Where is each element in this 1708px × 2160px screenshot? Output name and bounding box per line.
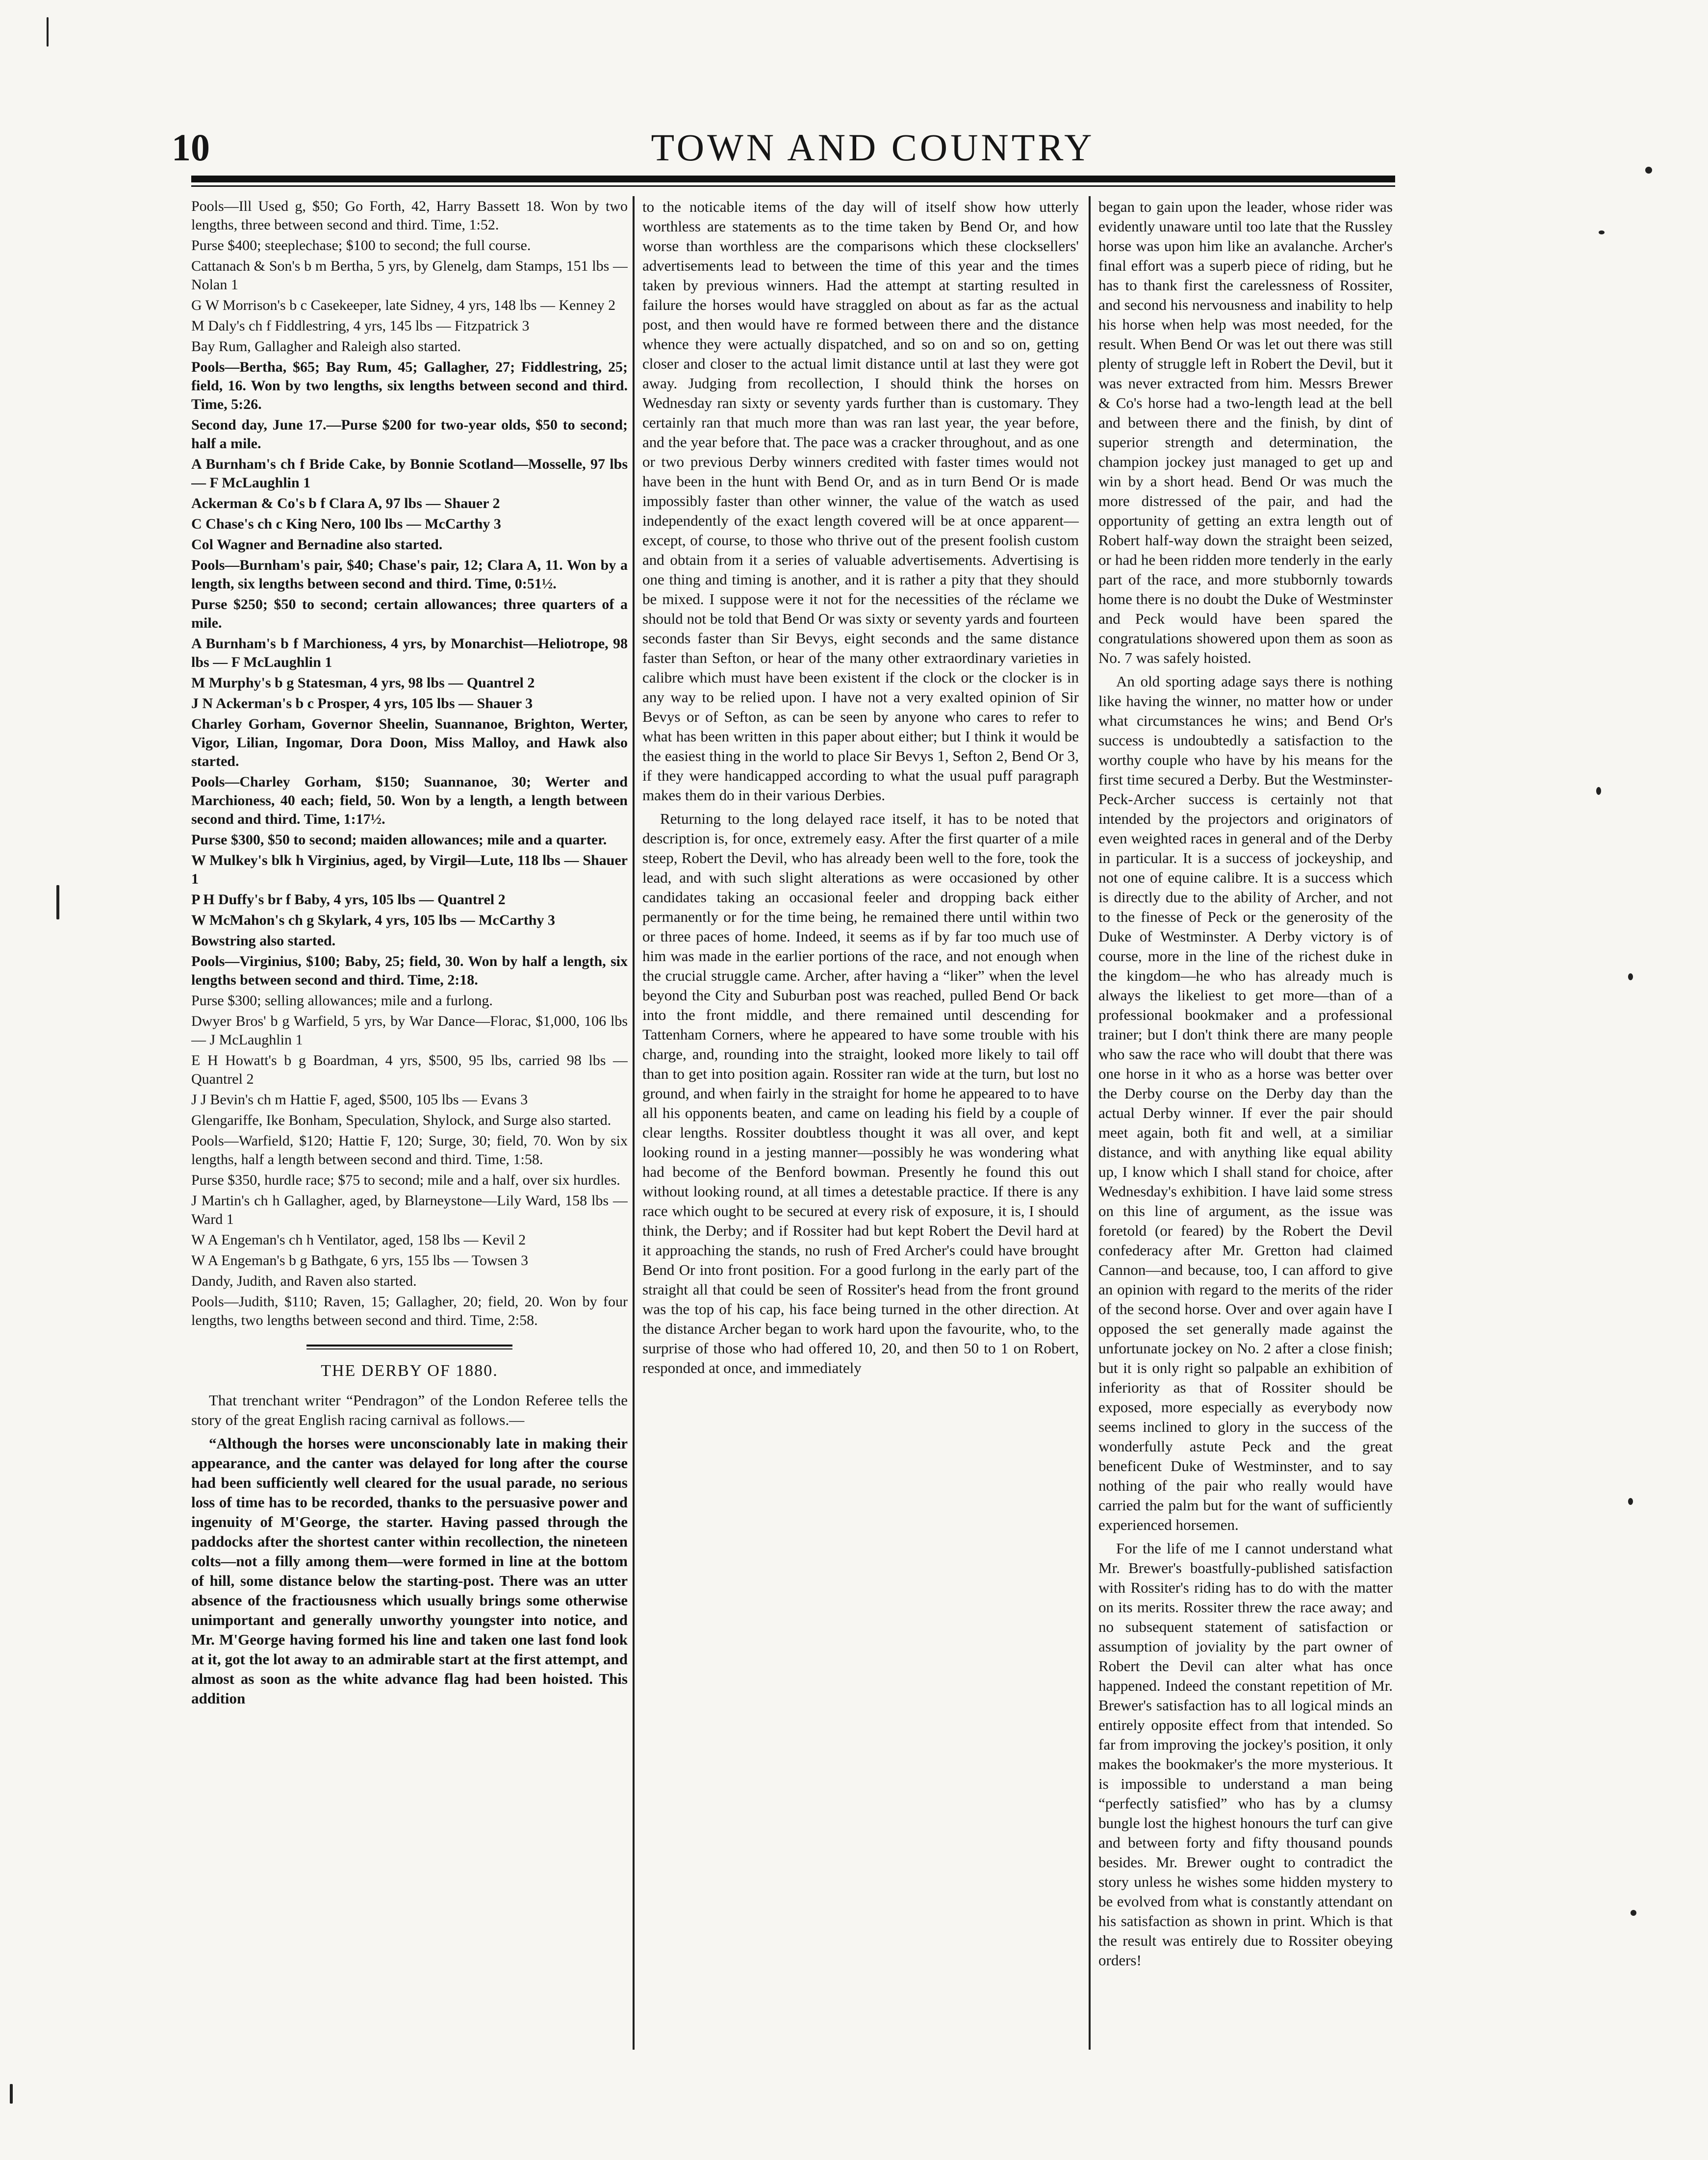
result-line: M Daly's ch f Fiddlestring, 4 yrs, 145 lbs — Fitzpatrick 3 [191,318,530,334]
result-line: W A Engeman's ch h Ventilator, aged, 158 lbs — Kevil 2 [191,1232,526,1248]
header-rule-thin [191,185,1395,187]
scan-speck [1628,1498,1633,1505]
article-paragraph: began to gain upon the leader, whose rider was evidently unaware until too late that the Russley horse was upon him like an avalanche. Archer's final effort was a superb piece of riding, but he has to thank first the carelessness of Rossiter, and second his nervousness and inability to help his horse when help was most needed, for the result. When Bend Or was let out there was still plenty of struggle left in Robert the Devil, but it was never extracted from him. Messrs Brewer & Co's horse had a two-length lead at the bell and between there and the finish, by dint of superior strength and determination, the champion jockey just managed to get up and win by a short head. Bend Or was much the more distressed of the pair, and had the opportunity of getting an extra length out of Robert half-way down the straight been seized, or had he been ridden more tenderly in the early part of the race, and more stubbornly towards home there is no doubt the Duke of Westminster and Peck would have been spared the congratulations showered upon them as soon as No. 7 was safely hoisted. [1098,198,1393,666]
result-line: M Murphy's b g Statesman, 4 yrs, 98 lbs — Quantrel 2 [191,675,535,691]
result-line: A Burnham's ch f Bride Cake, by Bonnie Scotland—Mosselle, 97 lbs — F McLaughlin 1 [191,456,628,491]
article-paragraph: Returning to the long delayed race itself, it has to be noted that description is, for once, extremely easy. After the first quarter of a mile steep, Robert the Devil, who has already been well to the fore, took the lead, and with such slight alterations as were occasioned by other candidates taking an occasional feeler and dropping back either permanently or for the time being, he remained there until within two or three paces of home. Indeed, it seems as if by far too much use of him was made in the earlier portions of the race, and not enough when the crucial struggle came. Archer, after having a “liker” when the level beyond the City and Suburban post was reached, pulled Bend Or back into the front middle, and there remained until descending for Tattenham Corners, where he appeared to have some trouble with his charge, and, rounding into the straight, looked more likely to tail off than to get into position again. Rossiter ran wide at the turn, but lost no ground, and when fairly in the straight for home he appeared to to have all his opponents beaten, and came on leading his field by a couple of clear lengths. Rossiter doubtless thought it was all over, and kept looking round in a jesting manner—possibly he was wondering what had become of the Benford bowman. Presently he found this out without looking round, at all times a detestable practice. If there is any race which ought to be secured at every risk of exposure, it is, I should think, the Derby; and if Rossiter had but kept Robert the Devil hard at it approaching the stands, no rush of Fred Archer's could have brought Bend Or into front position. For a good furlong in the early part of the straight all that could be seen of Rossiter's head from the front ground was the top of his cap, his face being turned in the other direction. At the distance Archer began to work hard upon the favourite, who, to the surprise of those who had offered 10, 20, and then 50 to 1 on Robert, responded at once, and immediately [642,810,1079,1376]
article-paragraph: to the noticable items of the day will of itself show how utterly worthless are statements as to the time taken by Bend Or, and how worse than worthless are the comparisons which these clocksellers' advertisements lead to between the time of this year and the times taken by previous winners. Had the attempt at starting resulted in failure the horses would have straggled on about as far as the actual post, and then would have re formed between there and the distance whence they were actually dispatched, and so on and so on, getting closer and closer to the actual limit distance until at last they were got away. Judging from recollection, I should think the horses on Wednesday ran sixty or seventy yards further than is customary. They certainly ran that much more than was ran last year, the year before, and the year before that. The pace was a cracker throughout, and as one or two previous Derby winners credited with faster times would not have been in the hunt with Bend Or, and as in turn Bend Or is made impossibly faster than other winner, the value of the watch as used independently of the exact length covered will be at once apparent—except, of course, to those who thrive out of the present foolish custom and obtain from it a series of valuable advertisements. Advertising is one thing and timing is another, and it is rather a pity that they should be mixed. I suppose were it not for the necessities of the réclame we should not be told that Bend Or was sixty or seventy yards and fourteen seconds faster than Sir Bevys, eight seconds and the same distance faster than Sefton, or hear of the many other extraordinary varieties in calibre which must have been existent if the clock or the clocker is in any way to be relied upon. I have not a very exalted opinion of Sir Bevys or of Sefton, as can be seen by anyone who cares to refer to what has been written in this paper about either; but I think it would be the easiest thing in the world to place Sir Bevys 1, Sefton 2, Bend Or 3, if they were handicapped according to what the usual puff paragraph makes them do in their various Derbies. [642,198,1079,804]
article-intro: That trenchant writer “Pendragon” of the London Referee tells the story of the great English racing carnival as follows.— [191,1392,628,1428]
result-line: Purse $250; $50 to second; certain allowances; three quarters of a mile. [191,596,628,631]
result-line: Charley Gorham, Governor Sheelin, Suannanoe, Brighton, Werter, Vigor, Lilian, Ingomar, Dora Doon, Miss Malloy, and Hawk also started. [191,716,628,769]
article-paragraph: “Although the horses were unconscionably late in making their appearance, and the canter was delayed for long after the course had been sufficiently well cleared for the usual parade, no serious loss of time has to be recorded, thanks to the persuasive power and ingenuity of M'George, the starter. Having passed through the paddocks after the shortest canter within recollection, the nineteen colts—not a filly among them—were formed in line at the bottom of hill, some distance below the starting-post. There was an utter absence of the fractiousness which usually brings some otherwise unimportant and generally unworthy youngster into notice, and Mr. M'George having formed his line and taken one last fond look at it, got the lot away to an admirable start at the first attempt, and almost as soon as the white advance flag had been hoisted. This addition [191,1435,628,1707]
result-line: J Martin's ch h Gallagher, aged, by Blarneystone—Lily Ward, 158 lbs — Ward 1 [191,1193,628,1227]
section-divider [306,1348,512,1349]
section-divider [306,1345,512,1347]
result-line: Pools—Virginius, $100; Baby, 25; field, 30. Won by half a length, six lengths between second and third. Time, 2:18. [191,953,628,988]
result-line: Dwyer Bros' b g Warfield, 5 yrs, by War Dance—Florac, $1,000, 106 lbs — J McLaughlin 1 [191,1013,628,1048]
result-line: Pools—Bertha, $65; Bay Rum, 45; Gallagher, 27; Fiddlestring, 25; field, 16. Won by two lengths, six lengths between second and third. Time, 5:26. [191,359,628,412]
result-line: J J Bevin's ch m Hattie F, aged, $500, 105 lbs — Evans 3 [191,1092,528,1108]
result-line: Bowstring also started. [191,933,336,949]
section-title: THE DERBY OF 1880. [321,1362,498,1380]
result-line: A Burnham's b f Marchioness, 4 yrs, by Monarchist—Heliotrope, 98 lbs — F McLaughlin 1 [191,635,628,670]
result-line: W McMahon's ch g Skylark, 4 yrs, 105 lbs — McCarthy 3 [191,912,555,928]
result-line: Second day, June 17.—Purse $200 for two-year olds, $50 to second; half a mile. [191,417,628,452]
race-results-list [191,197,628,1330]
result-line: Col Wagner and Bernadine also started. [191,536,443,553]
scan-speck [1645,167,1652,174]
scan-speck [1631,1910,1636,1916]
result-line: W Mulkey's blk h Virginius, aged, by Virgil—Lute, 118 lbs — Shauer 1 [191,852,628,887]
result-line: Glengariffe, Ike Bonham, Speculation, Shylock, and Surge also started. [191,1112,612,1128]
scan-speck [10,2084,13,2104]
result-line: Pools—Warfield, $120; Hattie F, 120; Surge, 30; field, 70. Won by six lengths, half a length between second and third. Time, 1:58. [191,1133,628,1168]
scan-speck [1599,230,1605,234]
scan-speck [1596,787,1601,795]
scan-speck [1628,973,1633,980]
result-line: P H Duffy's br f Baby, 4 yrs, 105 lbs — Quantrel 2 [191,891,506,908]
result-line: Pools—Ill Used g, $50; Go Forth, 42, Harry Bassett 18. Won by two lengths, three between second and third. Time, 1:52. [191,198,628,233]
column-2 [642,197,1079,2051]
article-paragraph: An old sporting adage says there is nothing like having the winner, no matter how or under what circumstances he wins; and Bend Or's success is undoubtedly a satisfaction to the worthy couple who have by his means for the first time secured a Derby. But the Westminster-Peck-Archer success is certainly not that intended by the projectors and originators of even weighted races in general and of the Derby in particular. It is a success of jockeyship, and not one of equine calibre. It is a success which is directly due to the ability of Archer, and not to the finesse of Peck or the generosity of the Duke of Westminster. A Derby victory is of course, more in the line of the richest duke in the kingdom—he who has already much is always the likeliest to get more—than of a professional bookmaker and a professional trainer; but I don't think there are many people who saw the race who will doubt that there was one horse in it who as a horse was better over the Derby course on the Derby day than the actual Derby winner. If ever the pair should meet again, both fit and well, at a similiar distance, and with anything like equal ability up, I know which I shall stand for choice, after Wednesday's exhibition. I have laid some stress on this line of argument, as the issue was foretold (or feared) by the Robert the Devil confederacy after Mr. Gretton had claimed Cannon—and because, too, I can afford to give an opinion with regard to the merits of the rider of the second horse. Over and over again have I opposed the set generally made against the unfortunate jockey on No. 2 after a close finish; but it is only right so palpable an exhibition of inferiority as that of Rossiter should be exposed, more especially as everybody now seems inclined to glory in the success of the wonderfully astute Peck and the great beneficent Duke of Westminster, and to say nothing of the pair who really would have carried the palm but for the want of sufficiently experienced horsemen. [1098,673,1393,1533]
result-line: Purse $300, $50 to second; maiden allowances; mile and a quarter. [191,832,607,848]
result-line: Pools—Burnham's pair, $40; Chase's pair, 12; Clara A, 11. Won by a length, six lengths between second and third. Time, 0:51½. [191,557,628,592]
result-line: Bay Rum, Gallagher and Raleigh also started. [191,338,461,355]
column-3 [1098,197,1393,2051]
result-line: Purse $350, hurdle race; $75 to second; mile and a half, over six hurdles. [191,1172,620,1188]
scan-speck [47,17,49,47]
result-line: E H Howatt's b g Boardman, 4 yrs, $500, 95 lbs, carried 98 lbs — Quantrel 2 [191,1052,628,1087]
header-rule [191,176,1395,182]
result-line: W A Engeman's b g Bathgate, 6 yrs, 155 lbs — Towsen 3 [191,1252,529,1269]
article-paragraph: For the life of me I cannot understand what Mr. Brewer's boastfully-published satisfaction with Rossiter's riding has to do with the matter on its merits. Rossiter threw the race away; and no subsequent statement of satisfaction or assumption of joviality by the part owner of Robert the Devil can alter what has once happened. Indeed the constant repetition of Mr. Brewer's satisfaction has to all logical minds an entirely opposite effect from that intended. So far from improving the jockey's position, it only makes the bookmaker's the more mysterious. It is impossible to understand a man being “perfectly satisfied” who has by a clumsy bungle lost the highest honours the turf can give and between forty and fifty thousand pounds besides. Mr. Brewer ought to contradict the story unless he wishes some hidden mystery to be evolved from what is constantly attendant on his satisfaction as shown in print. Which is that the result was entirely due to Rossiter obeying orders! [1098,1540,1393,1969]
column-divider-2 [1089,196,1091,2050]
page-number: 10 [172,126,210,169]
result-line: C Chase's ch c King Nero, 100 lbs — McCarthy 3 [191,516,501,532]
column-1 [191,197,628,2051]
result-line: J N Ackerman's b c Prosper, 4 yrs, 105 lbs — Shauer 3 [191,695,533,712]
scan-speck [56,885,59,919]
column-divider-1 [633,196,635,2050]
masthead-title: TOWN AND COUNTRY [651,126,1095,169]
result-line: Purse $300; selling allowances; mile and a furlong. [191,992,493,1009]
result-line: G W Morrison's b c Casekeeper, late Sidney, 4 yrs, 148 lbs — Kenney 2 [191,297,616,313]
result-line: Purse $400; steeplechase; $100 to second; the full course. [191,237,531,254]
result-line: Dandy, Judith, and Raven also started. [191,1273,417,1289]
result-line: Ackerman & Co's b f Clara A, 97 lbs — Shauer 2 [191,495,500,511]
result-line: Pools—Judith, $110; Raven, 15; Gallagher, 20; field, 20. Won by four lengths, two lengths between second and third. Time, 2:58. [191,1294,628,1328]
result-line: Pools—Charley Gorham, $150; Suannanoe, 30; Werter and Marchioness, 40 each; field, 50. Won by a length, a length between second and third. Time, 1:17½. [191,774,628,827]
result-line: Cattanach & Son's b m Bertha, 5 yrs, by Glenelg, dam Stamps, 151 lbs — Nolan 1 [191,258,628,293]
